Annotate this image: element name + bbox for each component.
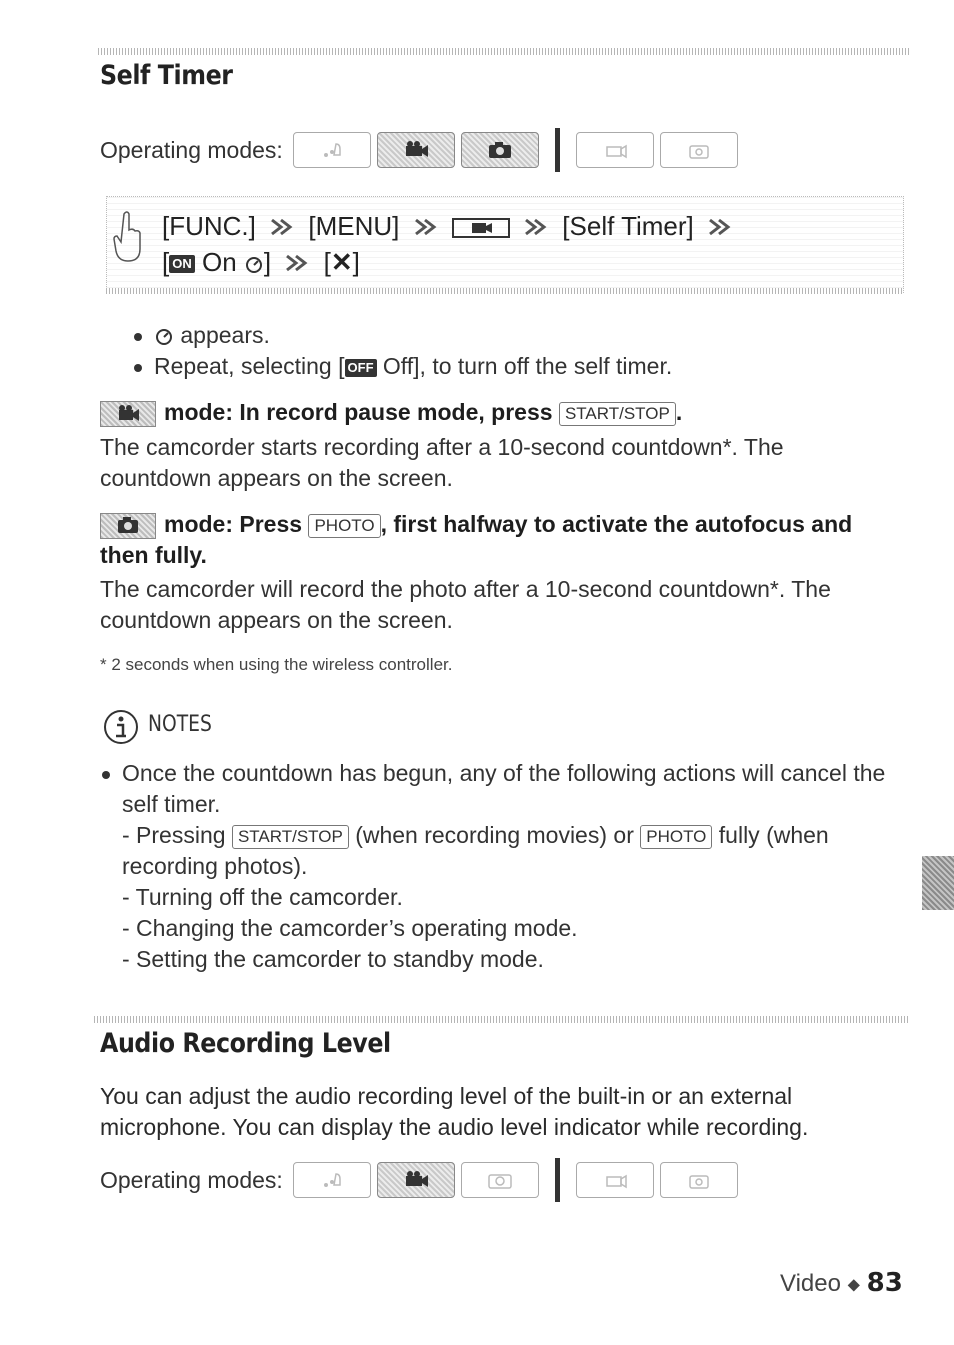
footnote: * 2 seconds when using the wireless controller. [100,655,453,674]
camera-setup-menu-icon [452,218,510,238]
notes-content [100,758,910,975]
photo-mode-heading [100,509,900,571]
menu-button-ref: [MENU] [308,211,400,241]
on-option-label: On [201,247,237,277]
item1-mid: (when recording movies) or [355,822,634,848]
movie-mode-icon [100,401,156,427]
photo-mode-icon [461,132,539,168]
step-arrow-icon [284,246,310,282]
mode-separator [555,1158,560,1202]
repeat-text-suffix: Off], to turn off the self timer. [382,353,673,379]
notes-intro [100,758,910,820]
section-title-audio: Audio Recording Level [100,1028,391,1059]
operating-modes-label: Operating modes: [100,1166,283,1193]
item1-suffix: fully (when recording photos). [122,822,829,879]
movie-mode-heading-text: mode: In record pause mode, press [164,399,553,425]
close-icon: ✕ [330,247,353,277]
mode-separator [555,128,560,172]
footer-section-label: Video [780,1270,841,1297]
procedure-line-2 [162,244,360,282]
close-bracket-end: ] [352,247,360,277]
list-item [132,320,892,351]
operating-modes-row [100,128,744,172]
repeat-text-prefix: Repeat, selecting [ [154,353,345,379]
list-item [132,351,892,382]
auto-mode-icon [293,132,371,168]
step-arrow-icon [523,210,549,246]
list-item: - Changing the camcorder’s operating mode. [122,915,578,941]
operating-modes-label: Operating modes: [100,136,283,163]
footer-separator-icon: ◆ [847,1276,860,1294]
movie-mode-icon [377,1162,455,1198]
movie-mode-heading [100,397,900,428]
close-bracket-open: [ [323,247,331,277]
list-item: - Turning off the camcorder. [122,884,403,910]
photo-mode-heading-suffix: , first halfway to activate the autofocus and then fully. [100,511,853,568]
photo-key: PHOTO [308,514,380,538]
self-timer-icon [154,322,174,348]
step-arrow-icon [707,210,733,246]
bracket-open: [ [162,247,170,277]
item1-prefix: - Pressing [122,822,226,848]
procedure-line-1 [162,208,739,246]
playback-movie-mode-icon [576,1162,654,1198]
photo-mode-body: The camcorder will record the photo after a 10-second countdown*. The countdown appears on the screen. [100,576,831,633]
notes-intro-text: Once the countdown has begun, any of the following actions will cancel the self timer. [122,760,886,817]
self-timer-menu-ref: [Self Timer] [562,211,694,241]
playback-photo-mode-icon [660,1162,738,1198]
off-chip-icon: OFF [345,359,377,377]
start-stop-key: START/STOP [232,825,349,849]
photo-key: PHOTO [640,825,712,849]
page-footer [780,1268,903,1298]
photo-mode-heading-prefix: mode: Press [164,511,303,537]
audio-operating-modes-row [100,1158,744,1202]
movie-mode-icon [377,132,455,168]
step-arrow-icon [413,210,439,246]
movie-mode-body: The camcorder starts recording after a 10-second countdown*. The countdown appears on the screen. [100,434,784,491]
func-button-ref: [FUNC.] [162,211,256,241]
bracket-close: ] [263,247,272,277]
self-timer-bullets [132,320,892,382]
photo-mode-icon [461,1162,539,1198]
list-item: - Setting the camcorder to standby mode. [122,946,544,972]
hand-icon [112,208,146,275]
audio-section-rule [94,1016,910,1023]
audio-body: You can adjust the audio recording level of the built-in or an external microphone. You can display the audio level indicator while recording. [100,1083,809,1140]
top-rule [98,48,910,55]
chapter-side-tab [922,856,954,910]
start-stop-key: START/STOP [559,402,676,426]
bullet-dot [102,771,110,779]
info-icon [102,708,140,751]
notes-title: NOTES [148,712,212,737]
section-title-self-timer: Self Timer [100,60,233,91]
auto-mode-icon [293,1162,371,1198]
page-number: 83 [866,1268,903,1298]
self-timer-icon [244,247,264,277]
photo-mode-icon [100,513,156,539]
appears-text: appears. [180,322,270,348]
on-chip-icon: ON [169,255,195,273]
playback-photo-mode-icon [660,132,738,168]
list-item [100,820,910,882]
procedure-box-bottom-rule [106,288,902,294]
step-arrow-icon [269,210,295,246]
playback-movie-mode-icon [576,132,654,168]
heading-period: . [675,399,683,425]
